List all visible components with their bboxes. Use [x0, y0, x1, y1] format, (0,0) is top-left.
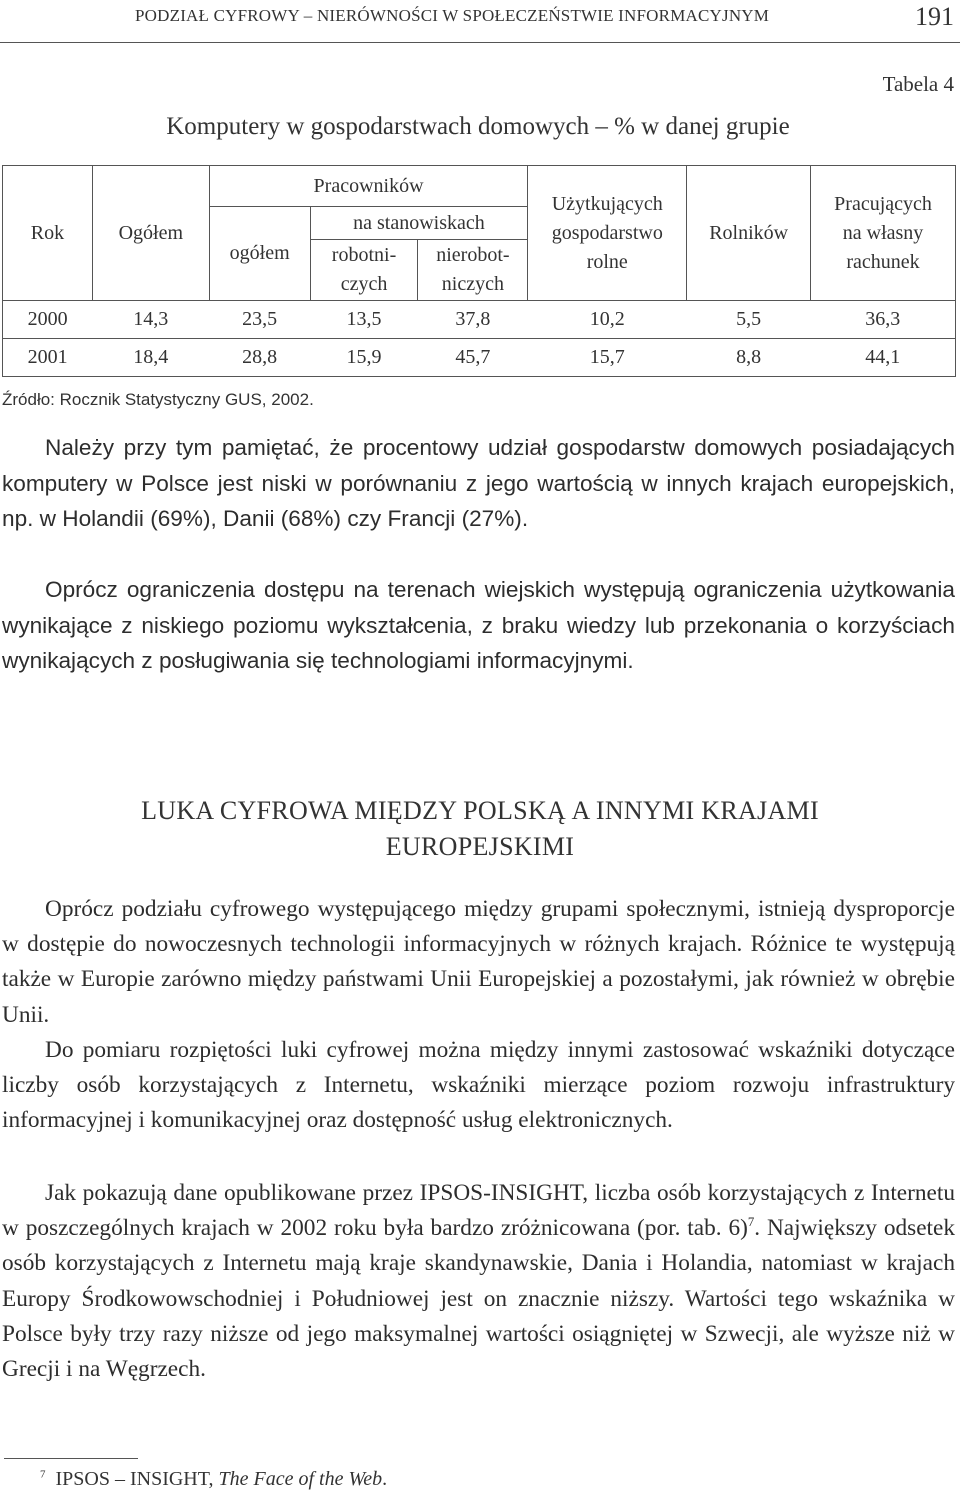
table-cell: 45,7: [418, 339, 528, 377]
table-cell: 14,3: [92, 301, 209, 339]
table-cell: 23,5: [209, 301, 310, 339]
header-ogolem-label: Ogółem: [118, 221, 183, 244]
table-cell: 8,8: [687, 339, 811, 377]
header-pracownikow: [209, 166, 528, 207]
table-cell: 15,7: [528, 339, 687, 377]
header-nierobotniczych-line1: nierobot-: [436, 244, 510, 266]
header-robotniczych-line1: robotni-: [331, 244, 397, 266]
table-cell: 18,4: [92, 339, 209, 377]
data-table: [2, 165, 956, 377]
header-uzytkujacych-line3: rolne: [586, 250, 628, 273]
table-row: [3, 301, 956, 339]
header-rolnikow: [687, 166, 811, 301]
table-caption-text: Komputery w gospodarstwach domowych – % w danej grupie: [166, 113, 790, 140]
footnote-text-a: IPSOS – INSIGHT,: [55, 1468, 219, 1490]
header-pracujacych-line2: na własny: [842, 221, 924, 244]
header-ogolem: [92, 166, 209, 301]
header-na-stanowiskach: [310, 207, 528, 240]
header-rok: [3, 166, 93, 301]
header-na-stanowiskach-label: na stanowiskach: [353, 211, 485, 234]
footnote-number: 7: [40, 1468, 46, 1481]
table-cell: 37,8: [418, 301, 528, 339]
table-cell: 15,9: [310, 339, 418, 377]
header-pracownikow-ogolem: [209, 207, 310, 301]
header-pracujacych: [811, 166, 956, 301]
table-cell: 2000: [3, 301, 93, 339]
paragraph-5: [2, 1176, 955, 1387]
header-pracujacych-line3: rachunek: [846, 250, 920, 273]
table-cell: 36,3: [811, 301, 956, 339]
header-rok-label: Rok: [30, 221, 65, 244]
header-uzytkujacych: [528, 166, 687, 301]
table-row: [3, 339, 956, 377]
header-pracownikow-label: Pracowników: [313, 174, 424, 197]
header-uzytkujacych-line2: gospodarstwo: [551, 221, 663, 244]
page-number: 191: [915, 2, 954, 31]
header-rolnikow-label: Rolników: [709, 221, 789, 244]
paragraph-3: Oprócz podziału cyfrowego występującego między grupami społecznymi, istnieją dysproporcje w dostępie do nowoczesnych technologii informacyjnych w różnych krajach. Różnice te występują także w Europie zarówno między państwami Unii Europejskiej a pozostałymi, jak również w obrębie Unii.: [2, 896, 955, 1028]
paragraph-2: Oprócz ograniczenia dostępu na terenach wiejskich występują ograniczenia użytkowania wynikające z niskiego poziomu wykształcenia, z braku wiedzy lub przekonania o korzyściach wynikających z posługiwania się technologiami informacyjnymi.: [2, 577, 955, 673]
paragraph-5-part-b: . Największy odsetek osób korzystających z Internetu mają kraje skandynawskie, Dania i Holandia, natomiast w krajach Europy Środkowowschodniej i Południowej jest on znacznie niższy. Wartości tego wskaźnika w Polsce były trzy razy niższe od jego maksymalnej wartości osiągniętej w Szwecji, ale wyższe niż w Grecji i na Węgrzech.: [2, 1215, 955, 1383]
footnote-text-b: .: [382, 1468, 388, 1490]
section-title: [0, 793, 960, 865]
header-nierobotniczych: [418, 240, 528, 301]
table-cell: 28,8: [209, 339, 310, 377]
table-caption: [0, 113, 960, 141]
running-header: PODZIAŁ CYFROWY – NIERÓWNOŚCI W SPOŁECZEŃSTWIE INFORMACYJNYM: [135, 6, 770, 25]
header-robotniczych: [310, 240, 418, 301]
paragraph-1: Należy przy tym pamiętać, że procentowy udział gospodarstw domowych posiadających komputery w Polsce jest niski w porównaniu z jego wartością w innych krajach europejskich, np. w Holandii (69%), Danii (68%) czy Francji (27%).: [2, 435, 955, 531]
table-source: Źródło: Rocznik Statystyczny GUS, 2002.: [2, 390, 314, 409]
header-divider: [0, 42, 960, 43]
header-robotniczych-line2: czych: [340, 273, 388, 295]
table-cell: 44,1: [811, 339, 956, 377]
table-cell: 10,2: [528, 301, 687, 339]
paragraph-4: Do pomiaru rozpiętości luki cyfrowej można między innymi zastosować wskaźniki dotyczące liczby osób korzystających z Internetu, wskaźniki mierzące poziom rozwoju infrastruktury informacyjnej i komunikacyjnej oraz dostępność usług elektronicznych.: [2, 1037, 955, 1134]
table-cell: 13,5: [310, 301, 418, 339]
section-title-line2: EUROPEJSKIMI: [385, 832, 575, 861]
section-title-line1: LUKA CYFROWA MIĘDZY POLSKĄ A INNYMI KRAJAMI: [141, 796, 819, 825]
header-uzytkujacych-line1: Użytkujących: [551, 192, 663, 215]
header-pracownikow-ogolem-label: ogółem: [229, 242, 290, 264]
paragraph-5-part-a: Jak pokazują dane opublikowane przez IPSOS-INSIGHT, liczba osób korzystających z Internetu w poszczególnych krajach w 2002 roku była bardzo zróżnicowana (por. tab. 6): [2, 1180, 955, 1242]
header-nierobotniczych-line2: niczych: [441, 273, 504, 295]
header-pracujacych-line1: Pracujących: [834, 192, 932, 215]
table-label: Tabela 4: [882, 72, 954, 96]
table-cell: 2001: [3, 339, 93, 377]
table-cell: 5,5: [687, 301, 811, 339]
footnote: [40, 1468, 387, 1491]
footnote-divider: [4, 1458, 138, 1459]
footnote-reference[interactable]: 7: [747, 1215, 755, 1230]
footnote-title: The Face of the Web: [218, 1468, 383, 1490]
